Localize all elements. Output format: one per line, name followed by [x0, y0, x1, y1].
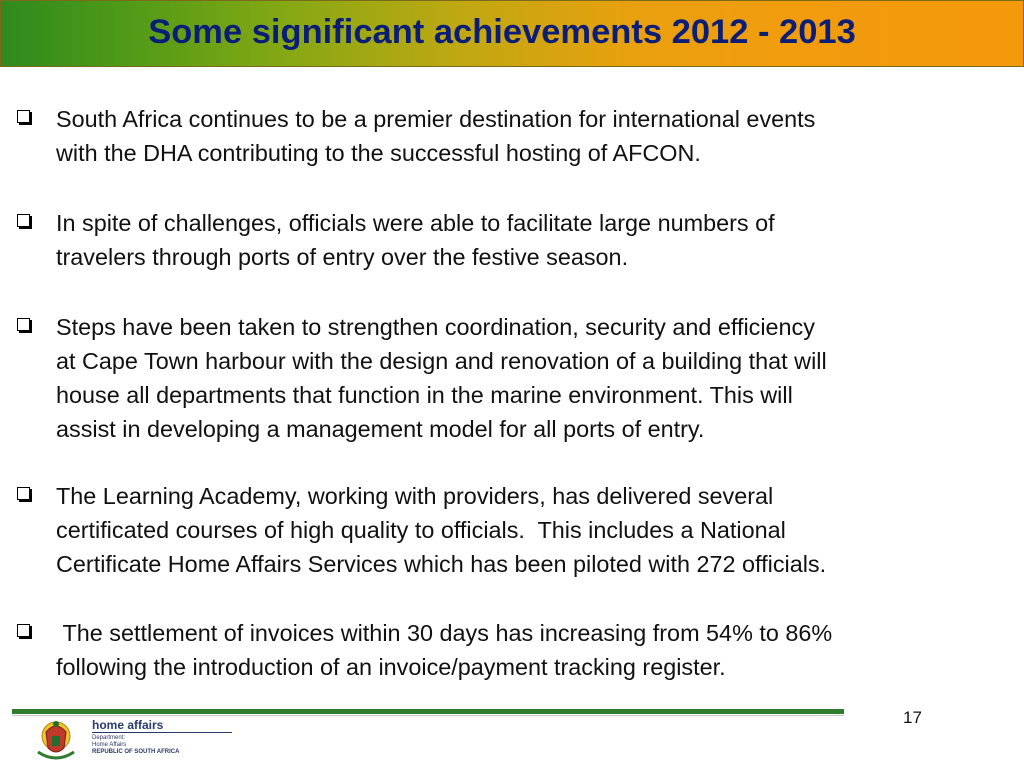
logo-rule [92, 732, 232, 733]
bullet-text: The settlement of invoices within 30 days has increasing from 54% to 86% following the introduction of an invoice/payment tracking register. [56, 620, 833, 680]
page-number: 17 [903, 708, 922, 727]
logo-line-republic: REPUBLIC OF SOUTH AFRICA [92, 749, 180, 755]
home-affairs-logo [30, 714, 260, 766]
bullet-text: Steps have been taken to strengthen coordination, security and efficiency at Cape Town harbour with the design and renovation of a building that will house all departments that function in the marine environment. This will assist in developing a management model for all ports of entry. [56, 314, 827, 442]
title-bar [0, 0, 1024, 67]
coat-of-arms-icon [30, 714, 82, 766]
bullet-text: In spite of challenges, officials were able to facilitate large numbers of travelers through ports of entry over the festive season. [56, 210, 775, 270]
checkbox-bullet-icon [17, 487, 30, 500]
checkbox-bullet-icon [17, 624, 30, 637]
checkbox-bullet-icon [17, 110, 30, 123]
logo-line-home-affairs: Home Affairs [92, 742, 127, 748]
checkbox-bullet-icon [17, 214, 30, 227]
slide-title: Some significant achievements 2012 - 2013 [148, 13, 856, 51]
logo-name: home affairs [92, 718, 164, 732]
checkbox-bullet-icon [17, 318, 30, 331]
bullet-text: South Africa continues to be a premier destination for international events with the DHA contributing to the successful hosting of AFCON. [56, 106, 816, 166]
logo-line-department: Department: [92, 735, 126, 741]
bullet-text: The Learning Academy, working with providers, has delivered several certificated courses of high quality to officials. This includes a National Certificate Home Affairs Services which has been piloted with 272 officials. [56, 483, 827, 577]
